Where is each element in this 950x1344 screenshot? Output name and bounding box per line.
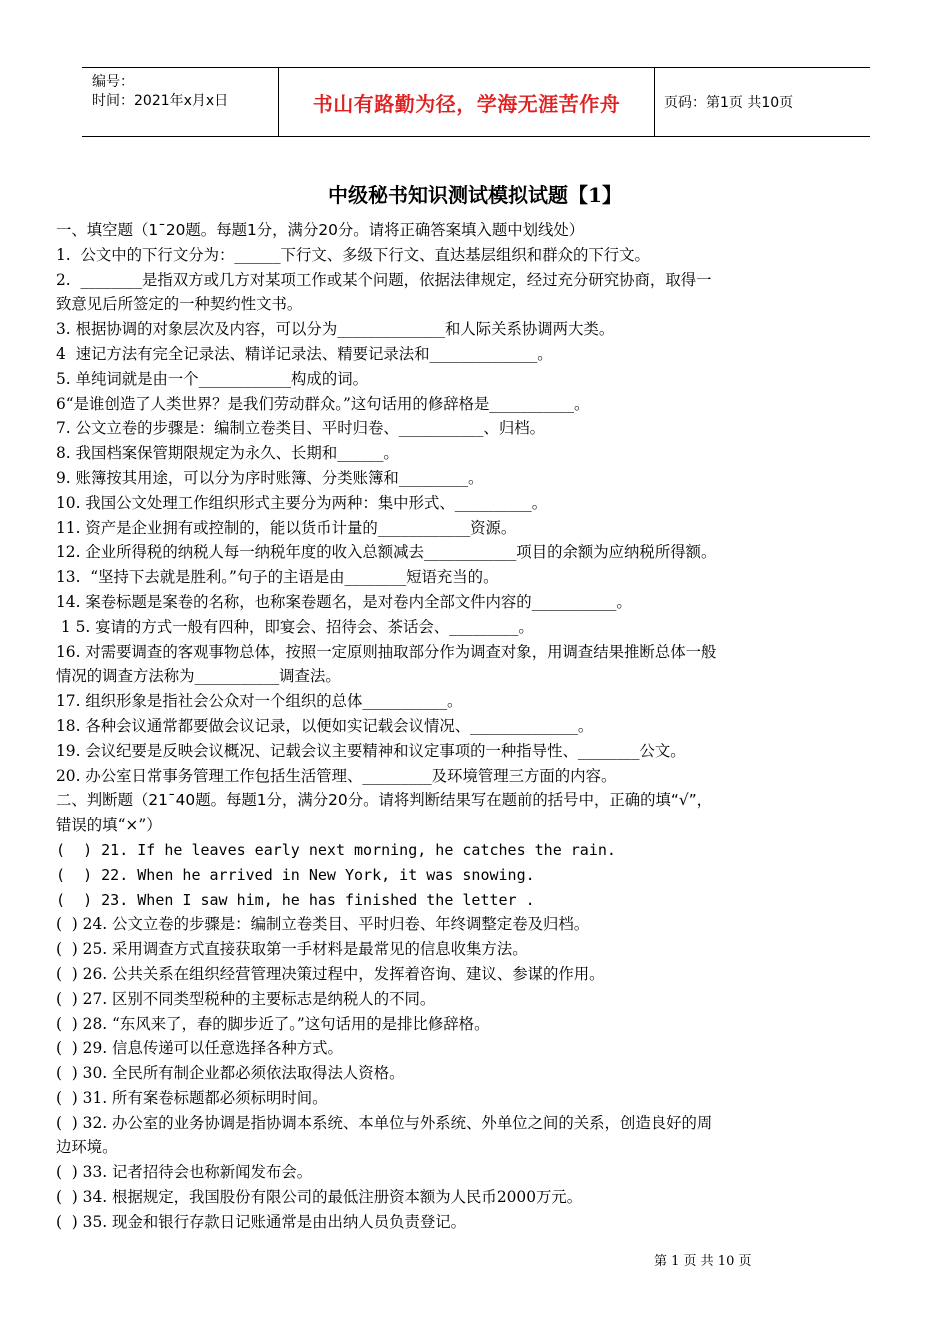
text-line: 12. 企业所得税的纳税人每一纳税年度的收入总额减去____________项目的余额为应纳税所得额。 — [56, 543, 717, 562]
text-line: ( ) 23. When I saw him, he has finished the letter . — [56, 890, 535, 909]
text-line: ( ) 35. 现金和银行存款日记账通常是由出纳人员负责登记。 — [56, 1212, 467, 1231]
document-number-label: 编号： — [92, 74, 134, 90]
text-line: 14. 案卷标题是案卷的名称，也称案卷题名，是对卷内全部文件内容的___________。 — [56, 592, 632, 611]
text-line: 19. 会议纪要是反映会议概况、记载会议主要精神和议定事项的一种指导性、________公文。 — [56, 741, 686, 760]
text-line: ( ) 25. 采用调查方式直接获取第一手材料是最常见的信息收集方法。 — [56, 940, 528, 959]
text-line: 17. 组织形象是指社会公众对一个组织的总体___________。 — [56, 692, 463, 711]
text-line: ( ) 29. 信息传递可以任意选择各种方式。 — [56, 1039, 343, 1058]
text-line: 致意见后所签定的一种契约性文书。 — [56, 295, 303, 314]
text-line: ( ) 31. 所有案卷标题都必须标明时间。 — [56, 1088, 328, 1107]
page-code-label: 页码：第1页 共10页 — [664, 95, 794, 111]
header-page-cell — [655, 68, 870, 136]
text-line: 7. 公文立卷的步骤是：编制立卷类目、平时归卷、___________、归档。 — [56, 419, 545, 438]
text-line: ( ) 27. 区别不同类型税种的主要标志是纳税人的不同。 — [56, 989, 436, 1008]
text-line: 20. 办公室日常事务管理工作包括生活管理、_________及环境管理三方面的内容。 — [56, 766, 617, 785]
text-line: 边环境。 — [56, 1138, 118, 1157]
text-line: 5. 单纯词就是由一个____________构成的词。 — [56, 369, 368, 388]
text-line: 9. 账簿按其用途，可以分为序时账簿、分类账簿和_________。 — [56, 468, 484, 487]
text-line: 16. 对需要调查的客观事物总体，按照一定原则抽取部分作为调查对象，用调查结果推断总体一般 — [56, 642, 717, 661]
text-line: ( ) 30. 全民所有制企业都必须依法取得法人资格。 — [56, 1064, 405, 1083]
text-line: ( ) 33. 记者招待会也称新闻发布会。 — [56, 1163, 313, 1182]
text-line: ( ) 28. “东风来了，春的脚步近了。”这句话用的是排比修辞格。 — [56, 1014, 490, 1033]
text-line: ( ) 24. 公文立卷的步骤是：编制立卷类目、平时归卷、年终调整定卷及归档。 — [56, 915, 590, 934]
text-line: 13. “坚持下去就是胜利。”句子的主语是由________短语充当的。 — [56, 568, 499, 587]
motto-text: 书山有路勤为径，学海无涯苦作舟 — [312, 91, 621, 116]
text-line: 18. 各种会议通常都要做会议记录，以便如实记载会议情况、______________。 — [56, 716, 594, 735]
document-body — [56, 218, 896, 1235]
text-line: 情况的调查方法称为___________调查法。 — [56, 667, 341, 686]
text-line: 2. ________是指双方或几方对某项工作或某个问题，依据法律规定，经过充分研究协商，取得一 — [56, 270, 712, 289]
document-title: 中级秘书知识测试模拟试题【1】 — [328, 183, 622, 207]
header-info-cell — [82, 68, 279, 136]
header-table — [82, 67, 870, 137]
text-line: ( ) 32. 办公室的业务协调是指协调本系统、本单位与外系统、外单位之间的关系，创造良好的周 — [56, 1113, 713, 1132]
text-line: ( ) 34. 根据规定，我国股份有限公司的最低注册资本额为人民币2000万元。 — [56, 1188, 583, 1207]
text-line: 一、填空题（1¯20题。每题1分，满分20分。请将正确答案填入题中划线处） — [56, 221, 585, 239]
document-time-label: 时间：2021年x月x日 — [92, 93, 229, 109]
text-line: 1 5. 宴请的方式一般有四种，即宴会、招待会、茶话会、_________。 — [56, 617, 534, 636]
text-line: 6“是谁创造了人类世界？是我们劳动群众。”这句话用的修辞格是___________。 — [56, 394, 590, 413]
text-line: 10. 我国公文处理工作组织形式主要分为两种：集中形式、__________。 — [56, 493, 548, 512]
text-line: 11. 资产是企业拥有或控制的，能以货币计量的____________资源。 — [56, 518, 517, 537]
text-line: ( ) 26. 公共关系在组织经营管理决策过程中，发挥着咨询、建议、参谋的作用。 — [56, 964, 605, 983]
text-line: 错误的填“×”） — [56, 816, 162, 835]
text-line: 4 速记方法有完全记录法、精详记录法、精要记录法和______________。 — [56, 344, 553, 363]
text-line: 二、判断题（21¯40题。每题1分，满分20分。请将判断结果写在题前的括号中，正确的填“√”， — [56, 791, 713, 810]
text-line: ( ) 21. If he leaves early next morning, he catches the rain. — [56, 840, 616, 859]
text-line: 3. 根据协调的对象层次及内容，可以分为______________和人际关系协调两大类。 — [56, 320, 615, 339]
text-line: 1. 公文中的下行文分为：______下行文、多级下行文、直达基层组织和群众的下行文。 — [56, 245, 650, 264]
header-motto-cell — [279, 68, 655, 136]
page-footer: 第 1 页 共 10 页 — [654, 1254, 752, 1269]
text-line: 8. 我国档案保管期限规定为永久、长期和______。 — [56, 444, 399, 463]
text-line: ( ) 22. When he arrived in New York, it was snowing. — [56, 865, 535, 884]
